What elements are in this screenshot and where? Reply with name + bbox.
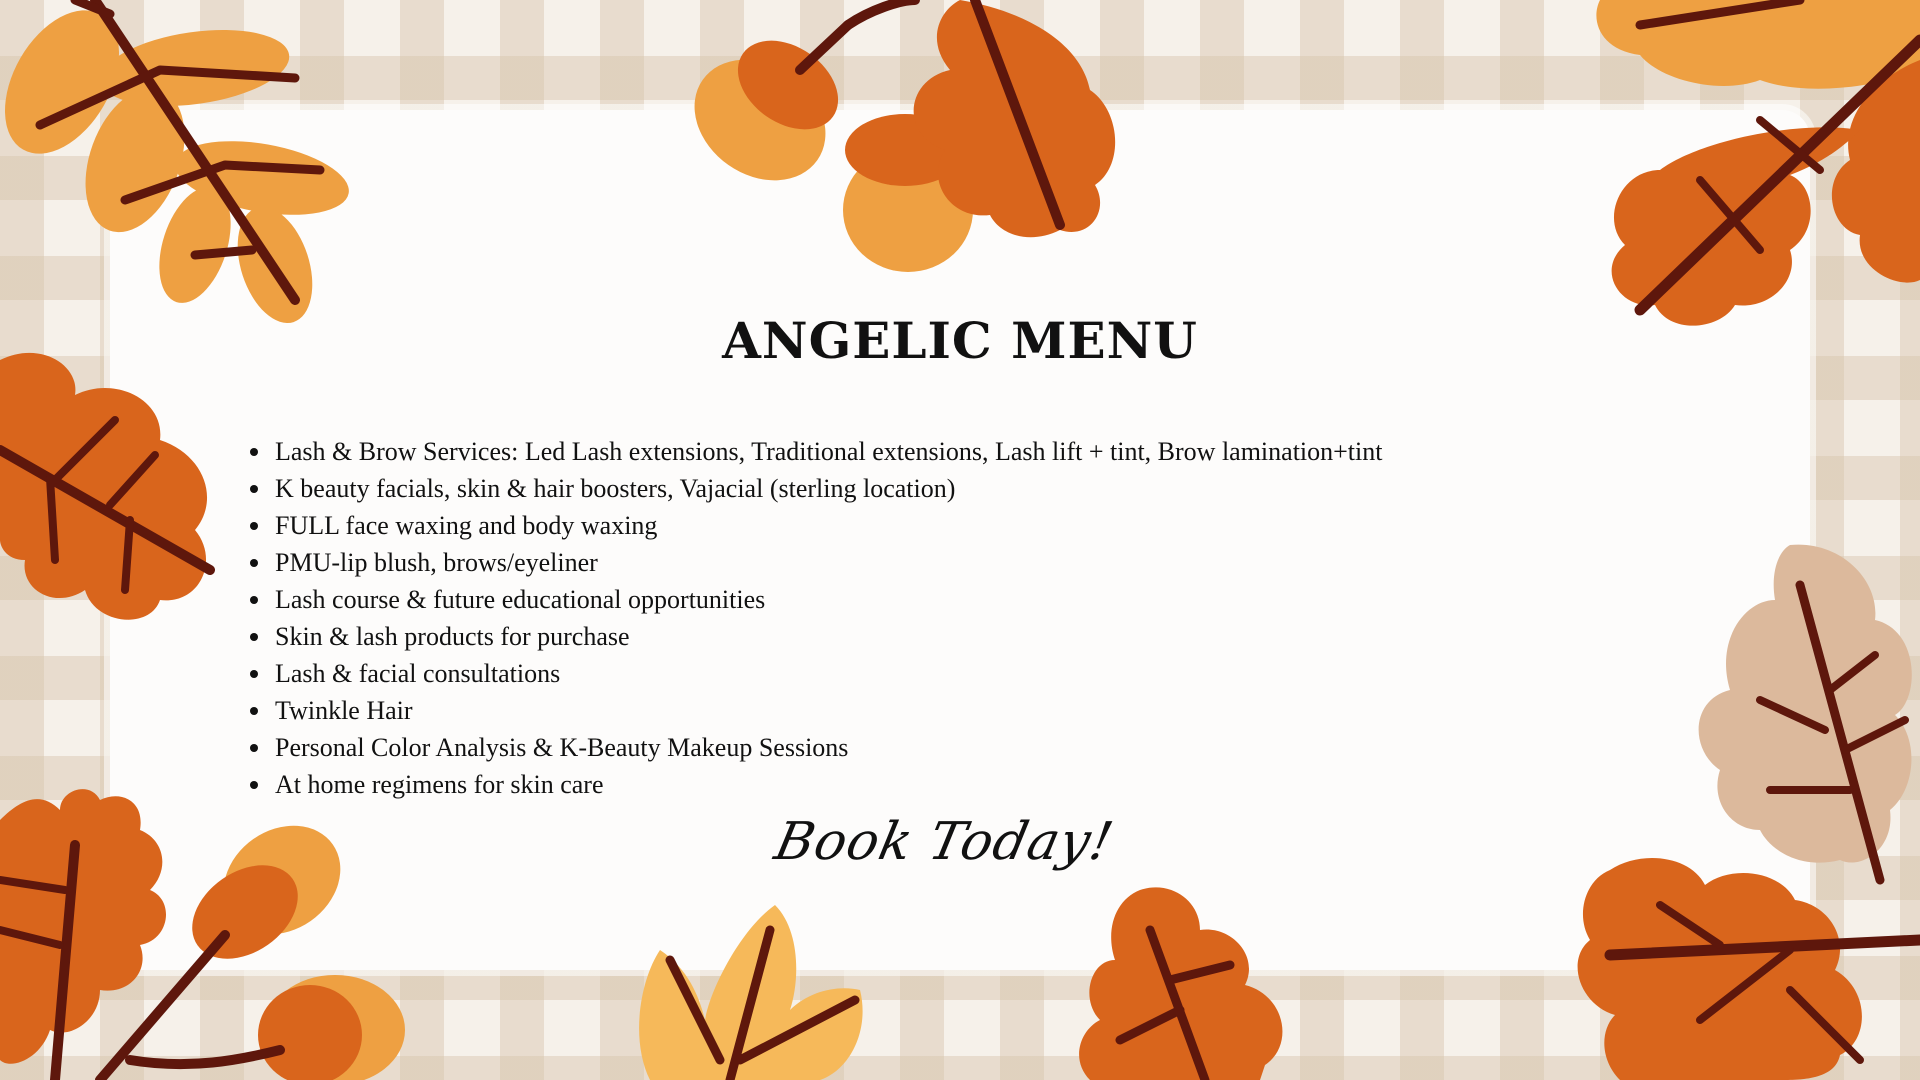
list-item: [244, 544, 1382, 581]
bullet-icon: [250, 633, 258, 641]
service-label: Skin & lash products for purchase: [275, 622, 630, 651]
bullet-icon: [250, 522, 258, 530]
services-list: [244, 433, 1382, 803]
service-label: FULL face waxing and body waxing: [275, 511, 658, 540]
list-item: [244, 729, 1382, 766]
bullet-icon: [250, 707, 258, 715]
bullet-icon: [250, 744, 258, 752]
bullet-icon: [250, 670, 258, 678]
service-label: Twinkle Hair: [275, 696, 413, 725]
list-item: [244, 581, 1382, 618]
list-item: [244, 470, 1382, 507]
list-item: [244, 692, 1382, 729]
list-item: [244, 655, 1382, 692]
list-item: [244, 618, 1382, 655]
bullet-icon: [250, 559, 258, 567]
service-label: Lash & facial consultations: [275, 659, 561, 688]
bullet-icon: [250, 596, 258, 604]
list-item: [244, 766, 1382, 803]
service-label: Lash course & future educational opportunities: [275, 585, 766, 614]
list-item: [244, 433, 1382, 470]
book-today-text: Book Today!: [769, 812, 1119, 872]
service-label: Personal Color Analysis & K-Beauty Makeup Sessions: [275, 733, 849, 762]
service-label: PMU-lip blush, brows/eyeliner: [275, 548, 598, 577]
service-label: Lash & Brow Services: Led Lash extensions, Traditional extensions, Lash lift + tint, Brow lamination+tint: [275, 437, 1383, 466]
bullet-icon: [250, 448, 258, 456]
bullet-icon: [250, 781, 258, 789]
service-label: K beauty facials, skin & hair boosters, Vajacial (sterling location): [275, 474, 956, 503]
list-item: [244, 507, 1382, 544]
bullet-icon: [250, 485, 258, 493]
page-title: ANGELIC MENU: [722, 311, 1198, 370]
service-label: At home regimens for skin care: [275, 770, 604, 799]
